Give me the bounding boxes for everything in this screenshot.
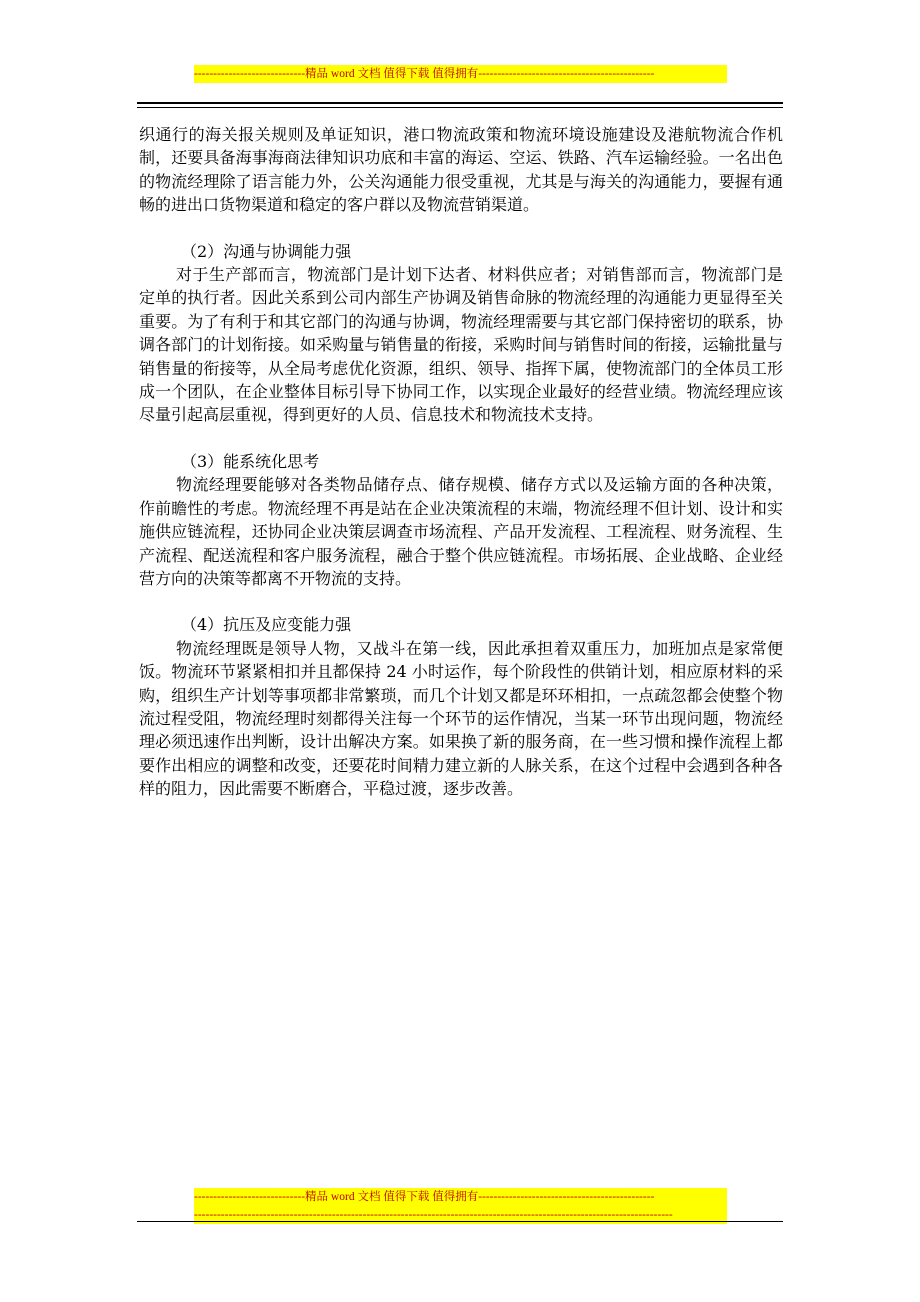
header-banner — [194, 65, 727, 83]
header-rule-thick — [137, 102, 783, 104]
intro-paragraph: 织通行的海关报关规则及单证知识，港口物流政策和物流环境设施建设及港航物流合作机制，还要具备海事海商法律知识功底和丰富的海运、空运、铁路、汽车运输经验。一名出色的物流经理除了语言能力外，公关沟通能力很受重视，尤其是与海关的沟通能力，要握有通畅的进出口货物渠道和稳定的客户群以及物流营销渠道。 — [139, 125, 783, 215]
paragraph-gap — [139, 590, 783, 613]
paragraph-gap — [139, 427, 783, 450]
footer-banner-text: -----------------------------精品 word 文档 值得下载 值得拥有---------------------------------------------- — [194, 1191, 655, 1203]
section-heading-communication: （2）沟通与协调能力强 — [181, 241, 352, 261]
footer-banner — [194, 1188, 727, 1224]
section-text-communication: 对于生产部而言，物流部门是计划下达者、材料供应者；对销售部而言，物流部门是定单的执行者。因此关系到公司内部生产协调及销售命脉的物流经理的沟通能力更显得至关重要。为了有利于和其它部门的沟通与协调，物流经理需要与其它部门保持密切的联系，协调各部门的计划衔接。如采购量与销售量的衔接，采购时间与销售时间的衔接，运输批量与销售量的衔接等，从全局考虑优化资源，组织、领导、指挥下属，使物流部门的全体员工形成一个团队，在企业整体目标引导下协同工作，以实现企业最好的经营业绩。物流经理应该尽量引起高层重视，得到更好的人员、信息技术和物流技术支持。 — [139, 265, 783, 425]
footer-rule — [137, 1221, 783, 1222]
section-text-systematic-thinking: 物流经理要能够对各类物品储存点、储存规模、储存方式以及运输方面的各种决策，作前瞻性的考虑。物流经理不再是站在企业决策流程的末端，物流经理不但计划、设计和实施供应链流程，还协同企业决策层调查市场流程、产品开发流程、工程流程、财务流程、生产流程、配送流程和客户服务流程，融合于整个供应链流程。市场拓展、企业战略、企业经营方向的决策等都离不开物流的支持。 — [139, 475, 783, 588]
section-heading-systematic-thinking: （3）能系统化思考 — [181, 451, 320, 471]
section-heading-pressure-resistance: （4）抗压及应变能力强 — [181, 615, 352, 635]
header-banner-text: -----------------------------精品 word 文档 值得下载 值得拥有---------------------------------------------- — [194, 68, 655, 80]
header-rule-thin — [137, 107, 783, 108]
section-text-pressure-resistance: 物流经理既是领导人物，又战斗在第一线，因此承担着双重压力，加班加点是家常便饭。物流环节紧紧相扣并且都保持 24 小时运作，每个阶段性的供销计划，相应原材料的采购，组织生产计划等事项都非常繁琐，而几个计划又都是环环相扣，一点疏忽都会使整个物流过程受阻，物流经理时刻都得关注每一个环节的运作情况，当某一环节出现问题，物流经理必须迅速作出判断，设计出解决方案。如果换了新的服务商，在一些习惯和操作流程上都要作出相应的调整和改变，还要花时间精力建立新的人脉关系，在这个过程中会遇到各种各样的阻力，因此需要不断磨合，平稳过渡，逐步改善。 — [139, 638, 783, 799]
footer-banner-dashes: ----------------------------------------------------------------------------------------------------------------------------- — [194, 1209, 673, 1221]
paragraph-gap — [139, 217, 783, 240]
document-body — [139, 123, 783, 801]
